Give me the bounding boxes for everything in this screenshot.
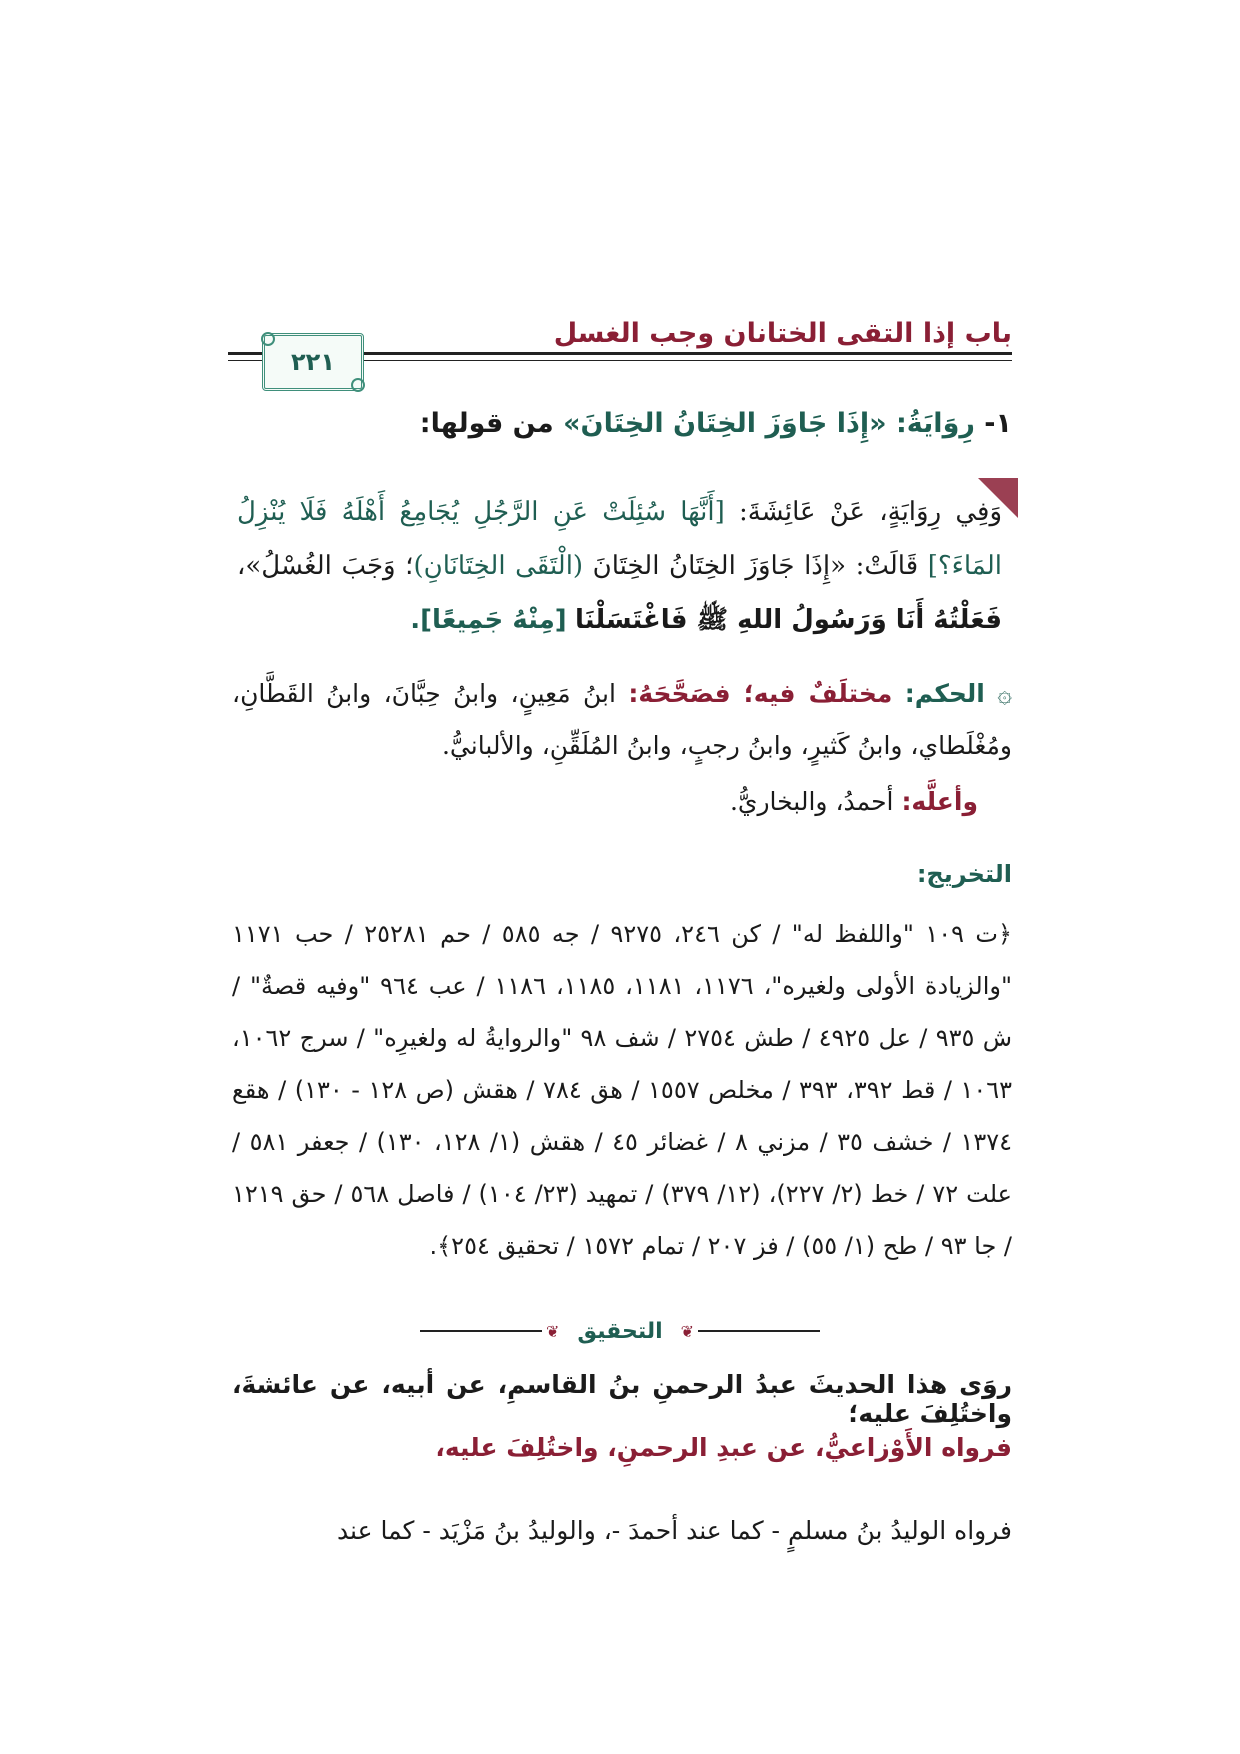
narration-answer-intro: قَالَتْ: «إِذَا جَاوَزَ الخِتَانُ الخِتَانَ — [592, 551, 919, 581]
tahqiq-line-1: روَى هذا الحديثَ عبدُ الرحمنِ بنُ القاسمِ، عن أبيه، عن عائشةَ، واختُلِفَ عليه؛ — [232, 1370, 1012, 1428]
narration-bold-part: فَعَلْتُهُ أَنَا وَرَسُولُ اللهِ ﷺ فَاغْتَسَلْنَا — [574, 605, 1002, 635]
narration-answer-paren: (الْتَقَى الخِتَانَانِ) — [413, 551, 584, 581]
divider-ornament-icon: ❦ — [680, 1321, 695, 1341]
ruling-paragraph — [232, 668, 1012, 772]
illness-paragraph — [238, 776, 978, 828]
section-heading — [232, 408, 1012, 439]
header-rule-right-top — [360, 352, 1012, 355]
section-quote: «إِذَا جَاوَزَ الخِتَانُ الخِتَانَ» — [563, 408, 887, 439]
section-riwaya-label: رِوَايَةُ: — [896, 408, 975, 439]
header-rule-left-bottom — [228, 360, 262, 361]
illness-text: أحمدُ، والبخاريُّ. — [729, 787, 894, 816]
tahqiq-line-2: فرواه الأَوْزاعيُّ، عن عبدِ الرحمنِ، واختُلِفَ عليه، — [435, 1433, 1012, 1462]
section-suffix: من قولها: — [419, 408, 554, 439]
divider-ornament-icon: ❦ — [545, 1321, 560, 1341]
running-header-title: باب إذا التقى الختانان وجب الغسل — [553, 318, 1012, 349]
divider-line-left — [420, 1330, 542, 1332]
header-rule-left-top — [228, 352, 262, 355]
ruling-ornament-icon: ۞ — [997, 679, 1012, 708]
narration-text — [237, 485, 1002, 647]
narration-question: [أَنَّهَا سُئِلَتْ عَنِ الرَّجُلِ يُجَامِعُ أَهْلَهُ فَلَا يُنْزِلُ المَاءَ؟] — [237, 497, 1002, 581]
narration-answer-end: ؛ وَجَبَ الغُسْلُ»، — [237, 551, 414, 581]
ruling-label: الحكم: — [904, 679, 985, 708]
ruling-scholars: ابنُ مَعِينٍ، وابنُ حِبَّانَ، وابنُ القَطَّانِ، ومُغْلَطاي، وابنُ كَثيرٍ، وابنُ رجبٍ، وابنُ المُلَقِّنِ، والألبانيُّ. — [232, 679, 1012, 760]
takhrij-text: ﴿ت ١٠٩ "واللفظ له" / كن ٢٤٦، ٩٢٧٥ / جه ٥٨٥ / حم ٢٥٢٨١ / حب ١١٧١ "والزيادة الأولى ولغيره"، ١١٧٦، ١١٨١، ١١٨٥، ١١٨٦ / عب ٩٦٤ "وفيه قصةٌ" / ش ٩٣٥ / عل ٤٩٢٥ / طش ٢٧٥٤ / شف ٩٨ "والروايةُ له ولغيرِه" / سرج ١٠٦٢، ١٠٦٣ / قط ٣٩٢، ٣٩٣ / مخلص ١٥٥٧ / هق ٧٨٤ / هقش (ص ١٢٨ - ١٣٠) / هقع ١٣٧٤ / خشف ٣٥ / مزني ٨ / غضائر ٤٥ / هقش (١/ ١٢٨، ١٣٠) / جعفر ٥٨١ / علت ٧٢ / خط (٢/ ٢٢٧)، (١٢/ ٣٧٩) / تمهيد (٢٣/ ١٠٤) / فاصل ٥٦٨ / حق ١٢١٩ / جا ٩٣ / طح (١/ ٥٥) / فز ٢٠٧ / تمام ١٥٧٢ / تحقيق ٢٥٤﴾. — [232, 920, 1013, 1260]
section-number: ١- — [984, 408, 1012, 439]
divider-label: التحقيق — [577, 1318, 663, 1344]
tahqiq-divider — [420, 1316, 820, 1346]
takhrij-label: التخريج: — [916, 860, 1012, 888]
narration-bracket-part: [مِنْهُ جَمِيعًا]. — [410, 605, 567, 635]
ruling-status: مختلَفٌ فيه؛ فصَحَّحَهُ: — [628, 679, 893, 708]
tahqiq-line-3: فرواه الوليدُ بنُ مسلمٍ - كما عند أحمدَ -، والوليدُ بنُ مَزْيَد - كما عند — [336, 1516, 1012, 1545]
page-number-badge — [262, 333, 364, 391]
divider-line-right — [698, 1330, 820, 1332]
illness-label: وأعلَّه: — [901, 787, 978, 816]
page-number: ٢٢١ — [291, 348, 335, 376]
narration-intro: وَفِي رِوَايَةٍ، عَنْ عَائِشَةَ: — [738, 497, 1003, 527]
header-rule-right-bottom — [360, 360, 1012, 361]
